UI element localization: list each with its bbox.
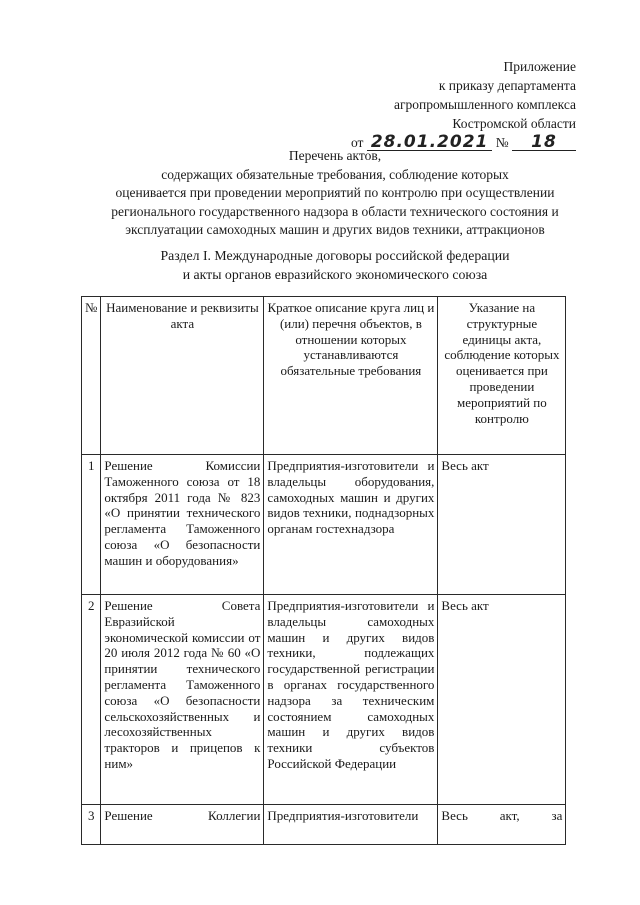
description-cell: Предприятия-изготовители (264, 805, 438, 845)
section-heading (80, 247, 590, 284)
section-line: и акты органов евразийского экономического союза (182, 266, 488, 282)
act-name-cell: Решение Совета Евразийской экономической комиссии от 20 июля 2012 года № 60 «О принятии технического регламента Таможенного союза «О безопасности сельскохозяйственных и лесохозяйственных тракторов и прицепов к ним» (101, 595, 264, 805)
date-prefix: от (350, 135, 364, 150)
title-line: оценивается при проведении мероприятий по контролю при осуществлении (115, 185, 555, 200)
act-name-cell (101, 805, 264, 845)
structural-units-cell: Весь акт (438, 595, 566, 805)
row-number: 1 (82, 455, 101, 595)
appendix-line: Костромской области (452, 116, 576, 131)
table-row (82, 595, 566, 805)
appendix-line: к приказу департамента (438, 78, 576, 93)
handwritten-date: 28.01.2021 (367, 134, 493, 151)
header-act-name: Наименование и реквизиты акта (101, 297, 264, 455)
description-cell: Предприятия-изготовители и владельцы оборудования, самоходных машин и других видов техники, поднадзорных органам гостехнадзора (264, 455, 438, 595)
title-line: эксплуатации самоходных машин и других видов техники, аттракционов (125, 222, 545, 237)
table-header-row (82, 297, 566, 455)
title-line: регионального государственного надзора в области технического состояния и (111, 203, 559, 219)
title-line: содержащих обязательные требования, соблюдение которых (161, 166, 509, 182)
acts-table (81, 296, 566, 845)
table-row (82, 805, 566, 845)
section-line: Раздел I. Международные договоры российской федерации (160, 248, 510, 263)
structural-units-cell (438, 805, 566, 845)
structural-units-text: Весь акт, за (441, 808, 563, 823)
document-title (80, 147, 590, 240)
structural-units-cell: Весь акт (438, 455, 566, 595)
appendix-header (351, 57, 576, 152)
appendix-line: Приложение (503, 59, 576, 74)
table-row (82, 455, 566, 595)
title-line: Перечень актов, (288, 148, 382, 163)
act-name-text: Решение Коллегии (104, 808, 261, 823)
header-structural-units: Указание на структурные единицы акта, соблюдение которых оценивается при проведении мероприятий по контролю (438, 297, 566, 455)
handwritten-number: 18 (512, 134, 576, 151)
header-number: № (82, 297, 101, 455)
appendix-line: агропромышленного комплекса (394, 97, 576, 112)
description-cell: Предприятия-изготовители и владельцы самоходных машин и других видов техники, подлежащих государственной регистрации в органах государственного надзора за техническим состоянием самоходных машин и других видов техники субъектов Российской Федерации (264, 595, 438, 805)
act-name-cell: Решение Комиссии Таможенного союза от 18 октября 2011 года № 823 «О принятии технического регламента Таможенного союза «О безопасности машин и оборудования» (101, 455, 264, 595)
header-description: Краткое описание круга лиц и (или) перечня объектов, в отношении которых устанавливаются обязательные требования (264, 297, 438, 455)
row-number: 2 (82, 595, 101, 805)
row-number: 3 (82, 805, 101, 845)
number-prefix: № (495, 135, 509, 150)
